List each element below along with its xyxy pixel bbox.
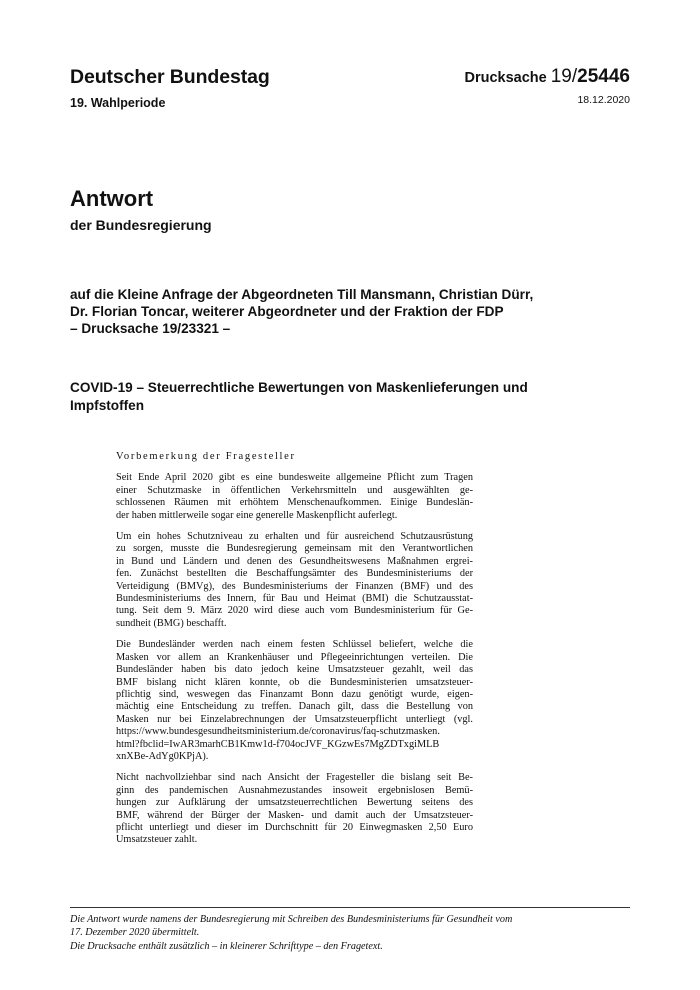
transmission-note: [70, 914, 630, 939]
inquiry-line: Dr. Florian Toncar, weiterer Abgeordneter und der Fraktion der FDP: [70, 304, 504, 319]
paragraph-line: Um ein hohes Schutzniveau zu erhalten und für ausreichend Schutzausrüstung: [116, 531, 473, 543]
paragraph-line: BMF, während der Bürger der Masken- und damit auch der Umsatzsteuer-: [116, 809, 473, 821]
document-subtitle: der Bundesregierung: [70, 217, 212, 233]
transmission-note-line: Die Antwort wurde namens der Bundesregierung mit Schreiben des Bundesministeriums für Gesundheit vom: [70, 914, 513, 925]
inquiry-line: – Drucksache 19/23321 –: [70, 321, 231, 336]
paragraph-line: pflicht unterliegt und dieser im Durchschnitt für 20 Einwegmasken 2,50 Euro: [116, 821, 473, 833]
document-date: 18.12.2020: [577, 94, 630, 106]
paragraph-line: Seit Ende April 2020 gibt es eine bundesweite allgemeine Pflicht zum Tragen: [116, 472, 473, 484]
paragraph-line: Nicht nachvollziehbar sind nach Ansicht der Fragesteller die bislang seit Be-: [116, 772, 473, 784]
inquiry-line: auf die Kleine Anfrage der Abgeordneten Till Mansmann, Christian Dürr,: [70, 287, 534, 302]
preamble-paragraph: [116, 772, 473, 846]
paragraph-line: ginn des pandemischen Ausnahmezustandes insoweit ergebnislosen Bemü-: [116, 784, 473, 796]
paragraph-line: sundheit (BMG) beschafft.: [116, 617, 227, 629]
topic-line: COVID-19 – Steuerrechtliche Bewertungen von Maskenlieferungen und: [70, 380, 528, 395]
footer-divider: [70, 907, 630, 908]
paragraph-line: https://www.bundesgesundheitsministerium.de/coronavirus/faq-schutzmasken.: [116, 726, 440, 738]
paragraph-line: xnXBe-AdYg0KPjA).: [116, 750, 209, 762]
paragraph-line: hungen zur Aufklärung der umsatzsteuerrechtlichen Bewertung seitens des: [116, 797, 473, 809]
preamble-heading: Vorbemerkung der Fragesteller: [116, 451, 296, 462]
institution-title: Deutscher Bundestag: [70, 66, 270, 88]
paragraph-line: BMF bislang nicht klären konnte, ob die Bundesministerien umsatzsteuer-: [116, 676, 473, 688]
paragraph-line: Umsatzsteuer zahlt.: [116, 834, 198, 846]
paragraph-line: html?fbclid=IwAR3marhCB1Kmw1d-f704ocJVF_KGzwEs7MgZDTxgiMLB: [116, 738, 440, 750]
paragraph-line: Bundesministeriums des Innern, für Bau und Heimat (BMI) die Schutzausstat-: [116, 593, 473, 605]
paragraph-line: Masken nur bei Einzelabrechnungen der Umsatzsteuerpflicht unterliegt (vgl.: [116, 713, 473, 725]
drucksache-prefix: 19/: [550, 66, 578, 87]
paragraph-line: der haben mittlerweile sogar eine generelle Maskenpflicht auferlegt.: [116, 509, 398, 521]
paragraph-line: Bundesländer haben bis dato jedoch keine Umsatzsteuer gezahlt, weil das: [116, 664, 473, 676]
drucksache-main-number: 25446: [577, 66, 630, 87]
topic-line: Impfstoffen: [70, 398, 145, 413]
drucksache-label: Drucksache: [464, 70, 547, 86]
inquiry-topic: [70, 379, 640, 415]
header-left: [70, 64, 270, 110]
paragraph-line: in Bund und Ländern und denen des Gesundheitswesens Maßnahmen ergrei-: [116, 555, 473, 567]
paragraph-line: mächtig eine Entscheidung zu treffen. Danach gilt, dass die Bestellung von: [116, 701, 473, 713]
preamble-paragraph: [116, 531, 473, 630]
paragraph-line: pflichtig sind, weswegen das Finanzamt Bonn dazu genötigt wurde, eigen-: [116, 688, 473, 700]
paragraph-line: Verteidigung (BMVg), des Bundesministeriums der Finanzen (BMF) und des: [116, 580, 473, 592]
paragraph-line: fen. Zunächst bestellten die Beschaffungsämter des Bundesministeriums der: [116, 568, 473, 580]
paragraph-line: zu sorgen, musste die Bundesregierung gemeinsam mit den Verantwortlichen: [116, 543, 473, 555]
preamble-paragraphs: [116, 472, 473, 846]
paragraph-line: einer Schutzmaske in öffentlichen Verkehrsmitteln und ausgewählten ge-: [116, 484, 473, 496]
preamble-section: [116, 451, 473, 856]
drucksache-number: [464, 66, 630, 88]
inquiry-reference: [70, 286, 640, 337]
paragraph-line: schlossenen Räumen mit erhöhtem Menschenaufkommen. Einige Bundeslän-: [116, 497, 473, 509]
preamble-paragraph: [116, 639, 473, 763]
footer-notes: [70, 914, 630, 956]
header-right: [464, 66, 630, 106]
document-type-title: Antwort: [70, 186, 154, 211]
preamble-paragraph: [116, 472, 473, 522]
typeface-note: Die Drucksache enthält zusätzlich – in kleinerer Schrifttype – den Fragetext.: [70, 941, 383, 952]
paragraph-line: tung. Seit dem 9. März 2020 wird diese auch vom Bundesministerium für Ge-: [116, 605, 473, 617]
transmission-note-line: 17. Dezember 2020 übermittelt.: [70, 926, 200, 938]
electoral-period: 19. Wahlperiode: [70, 96, 166, 110]
paragraph-line: Die Bundesländer werden nach einem festen Schlüssel beliefert, welche die: [116, 639, 473, 651]
paragraph-line: Masken vor allem an Krankenhäuser und Pflegeeinrichtungen verteilen. Die: [116, 651, 473, 663]
